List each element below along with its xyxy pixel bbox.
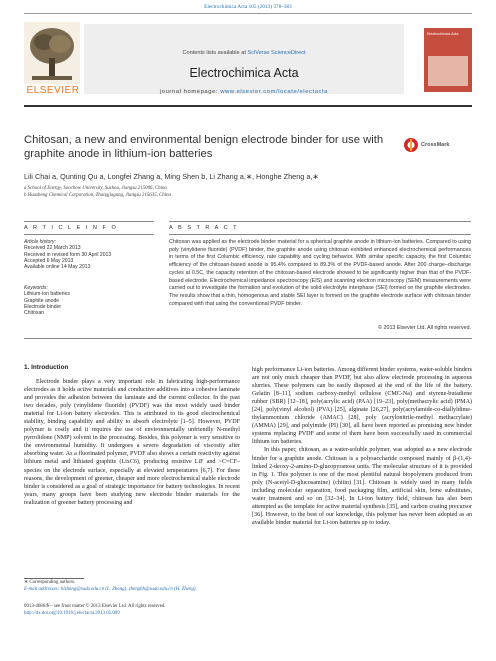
cover-image: [428, 56, 468, 86]
cover-title: Electrochimica Acta: [427, 32, 459, 36]
elsevier-tree-logo: [24, 22, 80, 84]
keyword-item: Electrode binder: [24, 303, 62, 310]
abstract-rule-top: [169, 221, 471, 222]
contents-prefix: Contents lists available at: [182, 50, 248, 56]
online-date: Available online 14 May 2013: [24, 264, 91, 271]
article-history: [24, 239, 154, 270]
footnote-rule: [24, 578, 84, 579]
sciencedirect-link[interactable]: SciVerse ScienceDirect: [247, 50, 306, 56]
keyword-item: Chitosan: [24, 310, 45, 317]
abstract-rule-mid: [169, 234, 471, 235]
accepted-date: Accepted 6 May 2013: [24, 257, 74, 264]
history-label: Article history:: [24, 239, 56, 245]
banner-divider: [24, 105, 472, 107]
journal-homepage: [84, 89, 404, 95]
article-info-rule-top: [24, 221, 154, 222]
homepage-prefix: journal homepage:: [159, 89, 221, 95]
homepage-link[interactable]: www.elsevier.com/locate/electacta: [220, 89, 329, 95]
issn-line: 0013-4686/$ – see front matter © 2013 Elsevier Ltd. All rights reserved.: [24, 604, 166, 609]
abstract-text: Chitosan was applied as the electrode binder material for a spherical graphite anode in lithium-ion batteries. Compared to using poly (vinylidene fluoride) (PVDF) binder, the graphite anode using chitosan exhibited enhanced electrochemical performances in terms of the first Columbic efficiency, rate capability and cycling behavior. With similar specific capacity, the first Columbic efficiency of the chitosan-based anode is 95.4% compared to 89.3% of the PVDF-based anode. After 200 charge–discharge cycles at 0.5C, the capacity retention of the chitosan-based electrode showed to be significantly higher than that of the PVDF-based electrode. Electrochemical impedance spectroscopy (EIS) and scanning electron microscopy (SEM) measurements were carried out to investigate the formation and evolution of the solid electrolyte interphase (SEI) formed on the graphite electrodes. The results show that a thin, homogenous and stable SEI layer is formed on the graphite electrode surface with chitosan binder compared with that using the conventional PVDF binder.: [169, 239, 471, 307]
corresponding-authors: ∗ Corresponding authors.: [24, 580, 76, 585]
abstract-rule-bottom: [24, 338, 472, 339]
body-paragraph: high performance Li-ion batteries. Among different binder systems, water-soluble binders are not only much cheaper than PVDF, but also allow electrode processing in aqueous slurries. These polymers can be easily disposed at the end of the life of the battery. Gelatin [8–11], sodium carboxy-methyl cellulose (CMC-Na) and styrene-butadiene rubber (SBR) [12–18], poly(acrylic acid) (PAA) [19–23], poly(methacrylic acid) (PMA) [24], poly(vinyl alcohol) (PVA) [25], alginate [26,27], poly(acrylamide-co-diallyldime-thylammonium chloride (AMAC) [28], poly (acrylonitrile-methyl methacrylate) (AMMA) [29], and polyimide (PI) [30], all have been reported as promising new binder systems replacing PVDF and some of them have been successfully used in commercial lithium ion batteries.: [252, 367, 472, 446]
revised-date: Received in revised form 30 April 2013: [24, 251, 112, 258]
footnote-corresponding: [24, 580, 240, 593]
body-paragraph: In this paper, chitosan, as a water-soluble polymer, was adopted as a new electrode binder for a graphite anode. Chitosan is a polysaccharide composed mainly of β-(1,4)-linked 2-deoxy-2-amino-D-glucopyranose units. The molecular structure of it is provided in Fig. 1. This polymer is one of the most plentiful natural biopolymers produced from poly (N-acetyl-D-glucosamine) (chitin) [31]. Chitosan is widely used in many fields including molecular separation, food packaging film, artificial skin, bone substitutes, water treatment and so on [32–34]. In Li-ion battery field, chitosan has also been attempted as the template for active material synthesis [35], and carbon coating precursor [36]. However, to the best of our knowledge, this polymer has never been adopted as an available binder material for Li-ion batteries up to today.: [252, 447, 472, 526]
keyword-item: Graphite anode: [24, 297, 60, 304]
publisher-name: ELSEVIER: [26, 85, 80, 96]
abstract-heading: A B S T R A C T: [169, 225, 239, 231]
keywords: [24, 285, 154, 316]
abstract-copyright: © 2013 Elsevier Ltd. All rights reserved.: [378, 325, 471, 331]
contents-availability: [84, 50, 404, 56]
affiliation-2: b Huasheng Chemical Corporation, Zhangjiagang, Jiangsu 215635, China: [24, 193, 171, 198]
keywords-label: Keywords:: [24, 285, 48, 291]
journal-reference[interactable]: Electrochimica Acta 105 (2013) 378–383: [204, 4, 292, 10]
email-addresses[interactable]: E-mail addresses: lilzhang@suda.edu.cn (L. Zhang), zhenghh@suda.edu.cn (H. Zheng).: [24, 586, 197, 592]
affiliation-1: a School of Energy, Soochow University, Suzhou, Jiangsu 215006, China: [24, 186, 167, 191]
top-divider: [24, 13, 472, 14]
keyword-item: Lithium-ion batteries: [24, 291, 70, 298]
article-info-heading: A R T I C L E I N F O: [24, 225, 118, 231]
body-left-paragraph: Electrode binder plays a very important role in fabricating high-performance electrodes as it holds active materials and conductive additives into a cohesive laminate and provides the adhesion between the laminate and the current collector. In the past two decades, poly (vinylidene fluoride) (PVDF) was the most widely used binder material for Li-ion battery electrodes. This is attributed to its good electrochemical stability, binding capability and ability to absorb electrolyte [1–5]. However, PVDF polymer is costly and it requires the use of environmentally unfriendly N-methyl pyrrolidone (NMP) solvent in the processing. Besides, this polymer is very sensitive to the environmental humidity. It undergoes a severe degradation of viscosity after absorbing water. As a fluorinated polymer, PVDF also shows a certain reactivity against lithium metal and lithiated graphite (LixC6), producing resistive LiF and >C=CF– species on the electrode surface, especially at elevated temperatures [6,7]. For these reasons, the development of greener, cheaper and more electrochemical stable electrode binder is considered as a goal of strategic importance for battery technologies. In recent years, many groups have been studying new electrode binder materials for the realization of greener battery processing and: [24, 379, 240, 506]
body-right-column: [252, 366, 472, 527]
journal-name: Electrochimica Acta: [189, 66, 299, 80]
article-info-rule-mid: [24, 234, 154, 235]
doi-link[interactable]: http://dx.doi.org/10.1016/j.electacta.2013.05.009: [24, 610, 120, 616]
section-heading-introduction: 1. Introduction: [24, 364, 69, 371]
crossmark-label[interactable]: CrossMark: [421, 142, 450, 148]
journal-banner: [24, 16, 472, 102]
article-title: Chitosan, a new and environmental benign electrode binder for use with graphite anode in lithium-ion batteries: [24, 134, 384, 160]
author-list: Lili Chai a, Qunting Qu a, Longfei Zhang a, Ming Shen b, Li Zhang a,∗, Honghe Zheng a,∗: [24, 172, 319, 181]
received-date: Received 22 March 2013: [24, 245, 81, 252]
issn-doi: [24, 604, 240, 617]
journal-title-box: [84, 24, 404, 94]
